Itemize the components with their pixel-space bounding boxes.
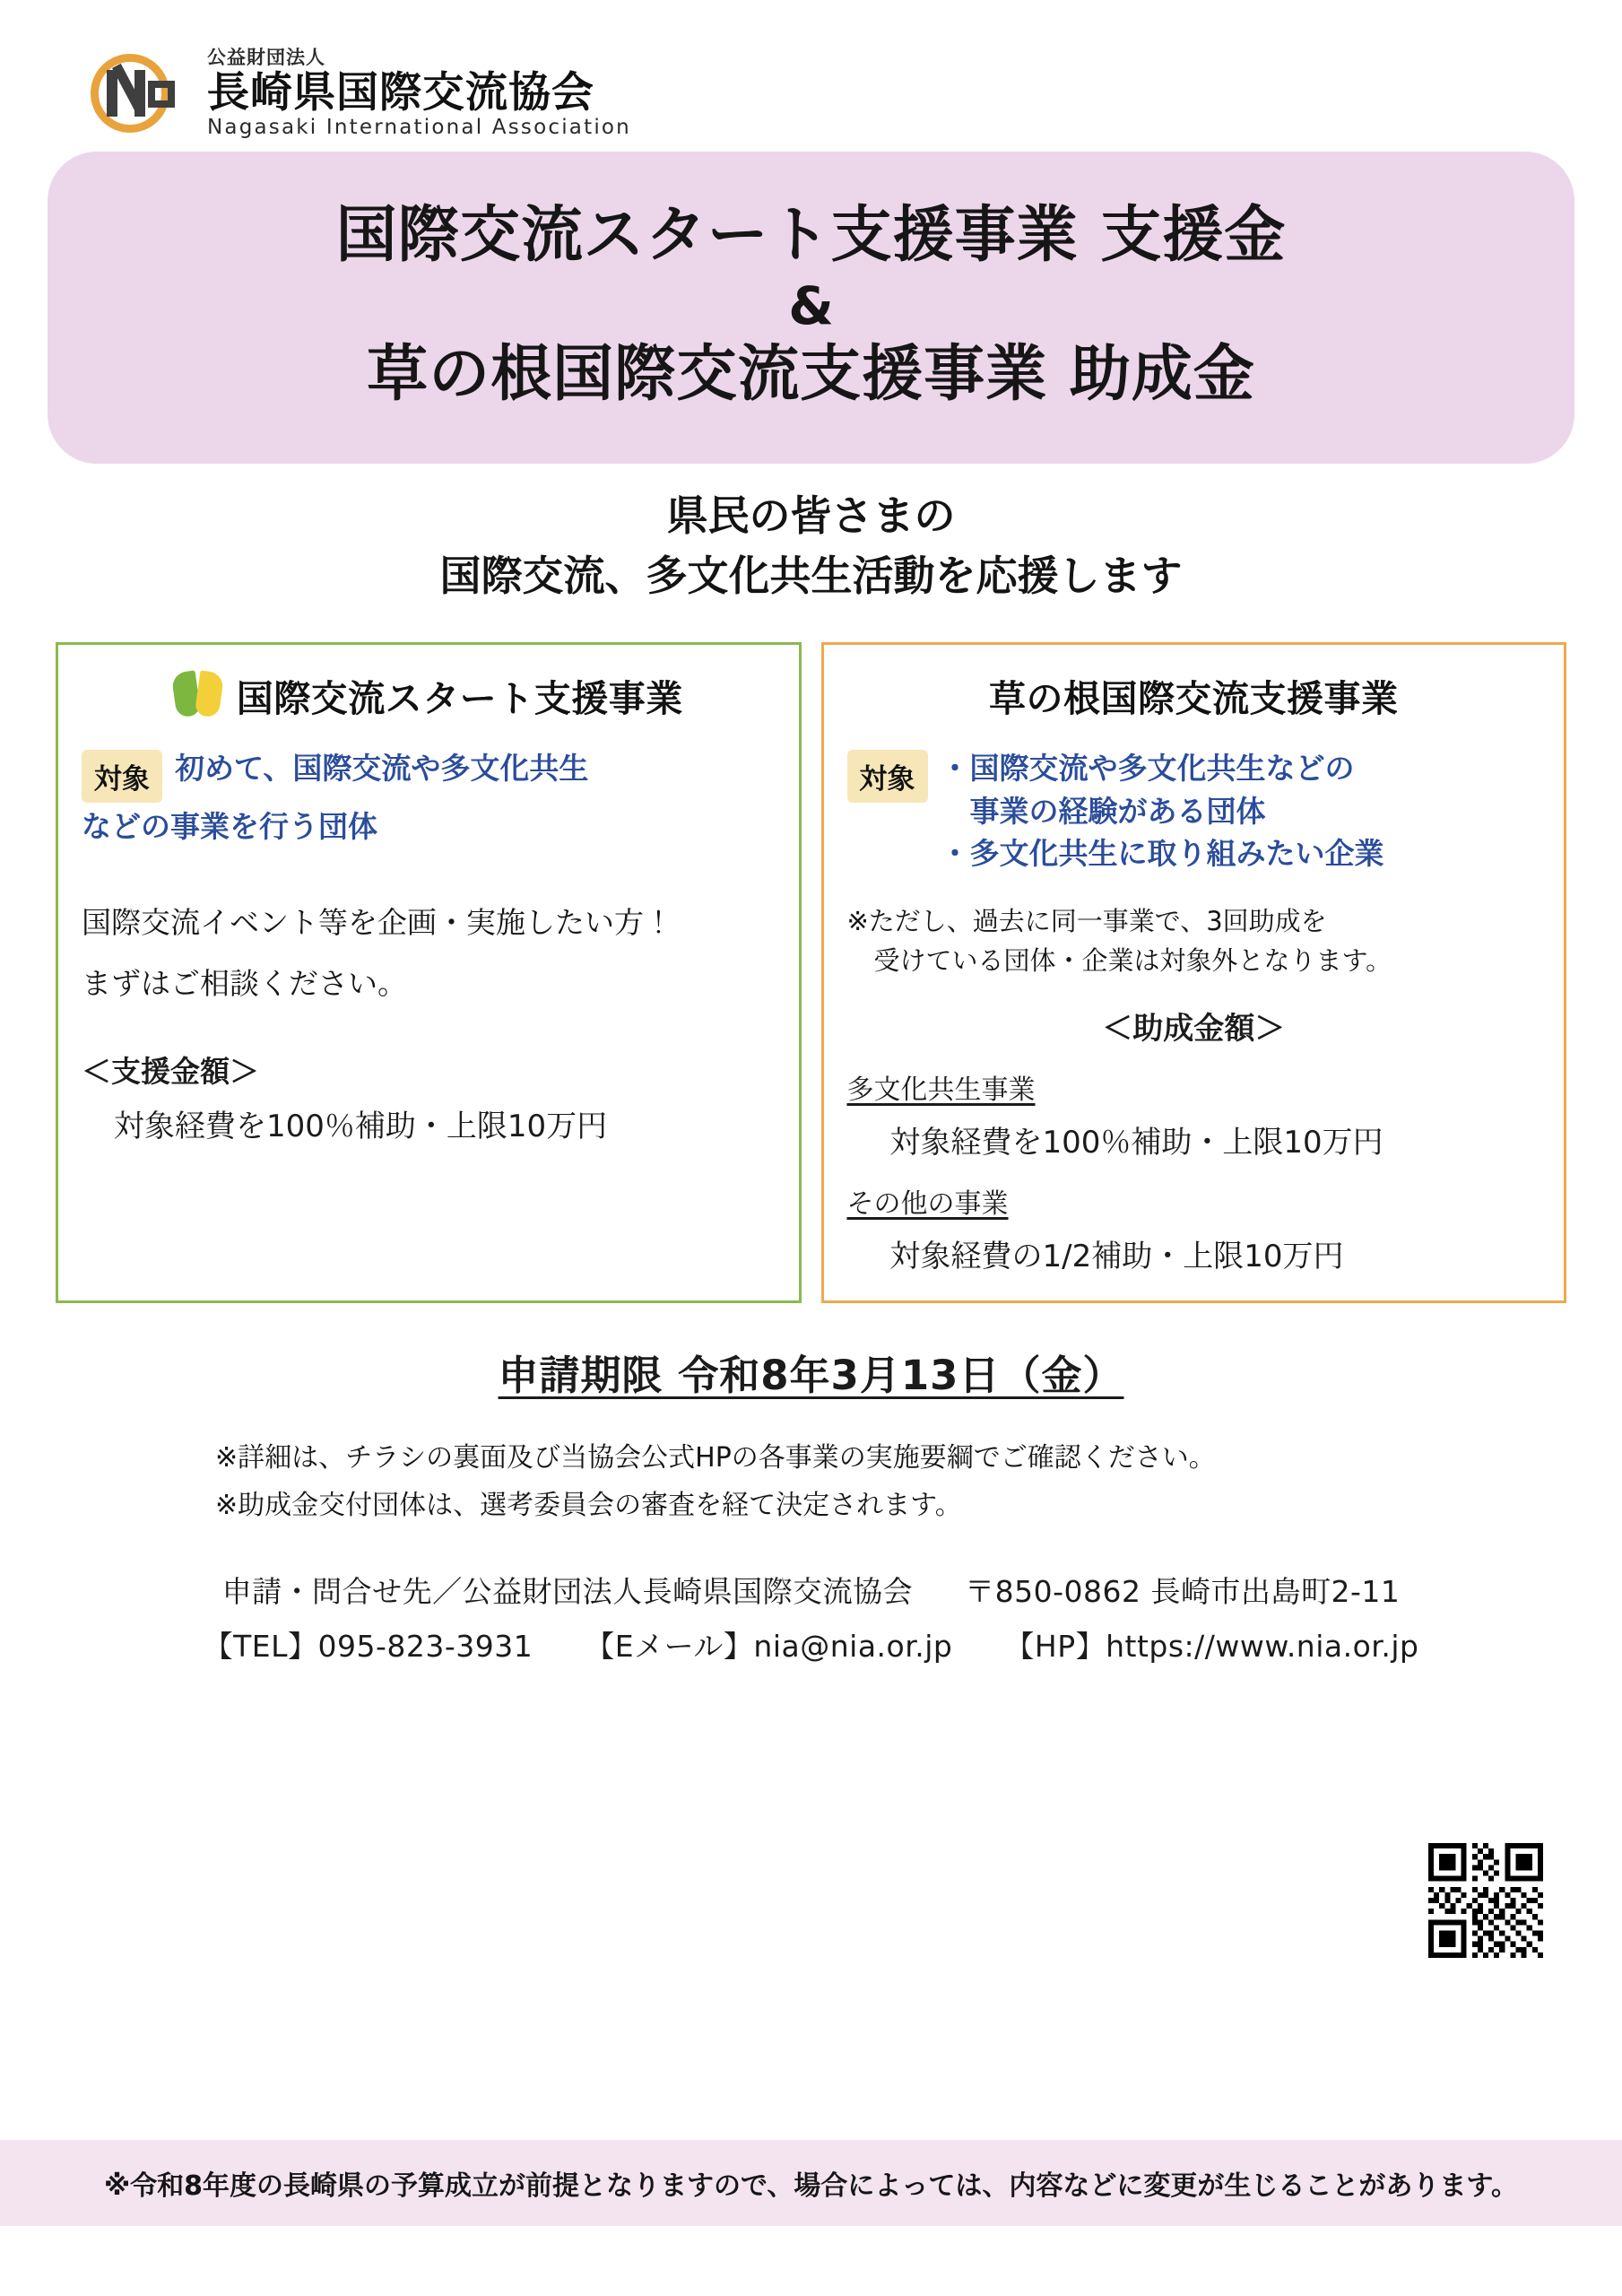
org-name-jp: 長崎県国際交流協会: [207, 68, 594, 117]
right-note: [847, 902, 1541, 980]
org-name-block: [207, 48, 631, 138]
contact-block: [0, 1569, 1622, 1671]
left-body-line-1: 国際交流イベント等を企画・実施したい方！: [82, 905, 673, 941]
header: [0, 0, 1622, 140]
subtitle-line-1: 県民の皆さまの: [666, 491, 956, 541]
right-target-row: [847, 747, 1541, 876]
org-name-en: Nagasaki International Association: [207, 116, 631, 139]
sprout-icon: [174, 670, 224, 722]
right-target-line-2: 事業の経験がある団体: [940, 793, 1266, 829]
left-target-badge: 対象: [82, 750, 162, 803]
contact-row-2: [0, 1623, 1622, 1671]
right-amount-heading: ＜助成金額＞: [1102, 1011, 1286, 1048]
subtitle: [0, 486, 1622, 605]
note-2: ※助成金交付団体は、選考委員会の審査を経て決定されます。: [215, 1489, 962, 1521]
right-sub1-label: 多文化共生事業: [846, 1074, 1036, 1107]
title-line-1: 国際交流スタート支援事業 支援金: [335, 200, 1287, 271]
program-boxes: [56, 642, 1566, 1304]
contact-homepage[interactable]: 【HP】https://www.nia.or.jp: [1004, 1629, 1419, 1665]
contact-email[interactable]: 【Eメール】nia@nia.or.jp: [585, 1629, 953, 1665]
qr-code-icon: [1428, 1843, 1543, 1958]
program-box-grassroots: [821, 642, 1567, 1304]
right-target-line-1: ・国際交流や多文化共生などの: [940, 750, 1355, 786]
left-target-line-2: などの事業を行う団体: [82, 808, 377, 844]
left-target-row: [82, 747, 776, 803]
contact-applicant-line: 申請・問合せ先／公益財団法人長崎県国際交流協会: [221, 1574, 914, 1610]
program-box-start-support: [56, 642, 802, 1304]
title-line-2: &: [788, 274, 834, 336]
notes-block: [215, 1435, 1622, 1529]
right-sub2-amount: 対象経費の1/2補助・上限10万円: [889, 1239, 1344, 1275]
right-target-line-3: ・多文化共生に取り組みたい企業: [940, 836, 1384, 872]
footer-disclaimer: ※令和8年度の長崎県の予算成立が前提となりますので、場合によっては、内容などに変更が生じることがあります。: [0, 2140, 1622, 2226]
note-1: ※詳細は、チラシの裏面及び当協会公式HPの各事業の実施要綱でご確認ください。: [215, 1442, 1216, 1474]
org-kouki: 公益財団法人: [207, 47, 325, 68]
left-amount-value: 対象経費を100％補助・上限10万円: [114, 1109, 608, 1145]
right-note-line-1: ※ただし、過去に同一事業で、3回助成を: [846, 906, 1327, 937]
left-box-title: 国際交流スタート支援事業: [236, 677, 683, 721]
left-box-header: [82, 668, 776, 724]
nia-logo-icon: [85, 47, 191, 140]
contact-tel: 【TEL】095-823-3931: [203, 1629, 533, 1665]
left-amount-heading: ＜支援金額＞: [82, 1054, 259, 1090]
application-deadline: 申請期限 令和8年3月13日（金）: [498, 1352, 1124, 1400]
title-line-3: 草の根国際交流支援事業 助成金: [367, 339, 1255, 411]
contact-address: 〒850-0862 長崎市出島町2-11: [965, 1574, 1401, 1610]
title-banner: [56, 160, 1566, 456]
contact-row-1: [0, 1569, 1622, 1616]
subtitle-line-2: 国際交流、多文化共生活動を応援します: [439, 552, 1183, 601]
right-note-line-2: 受けている団体・企業は対象外となります。: [873, 944, 1392, 976]
right-box-title: 草の根国際交流支援事業: [989, 677, 1399, 721]
left-body-line-2: まずはご相談ください。: [82, 965, 407, 1001]
right-box-header: [847, 668, 1541, 724]
right-target-badge: 対象: [847, 750, 928, 803]
right-sub2-label: その他の事業: [846, 1188, 1009, 1221]
right-sub1-amount: 対象経費を100％補助・上限10万円: [889, 1125, 1383, 1161]
left-target-line-1: 初めて、国際交流や多文化共生: [175, 750, 589, 786]
